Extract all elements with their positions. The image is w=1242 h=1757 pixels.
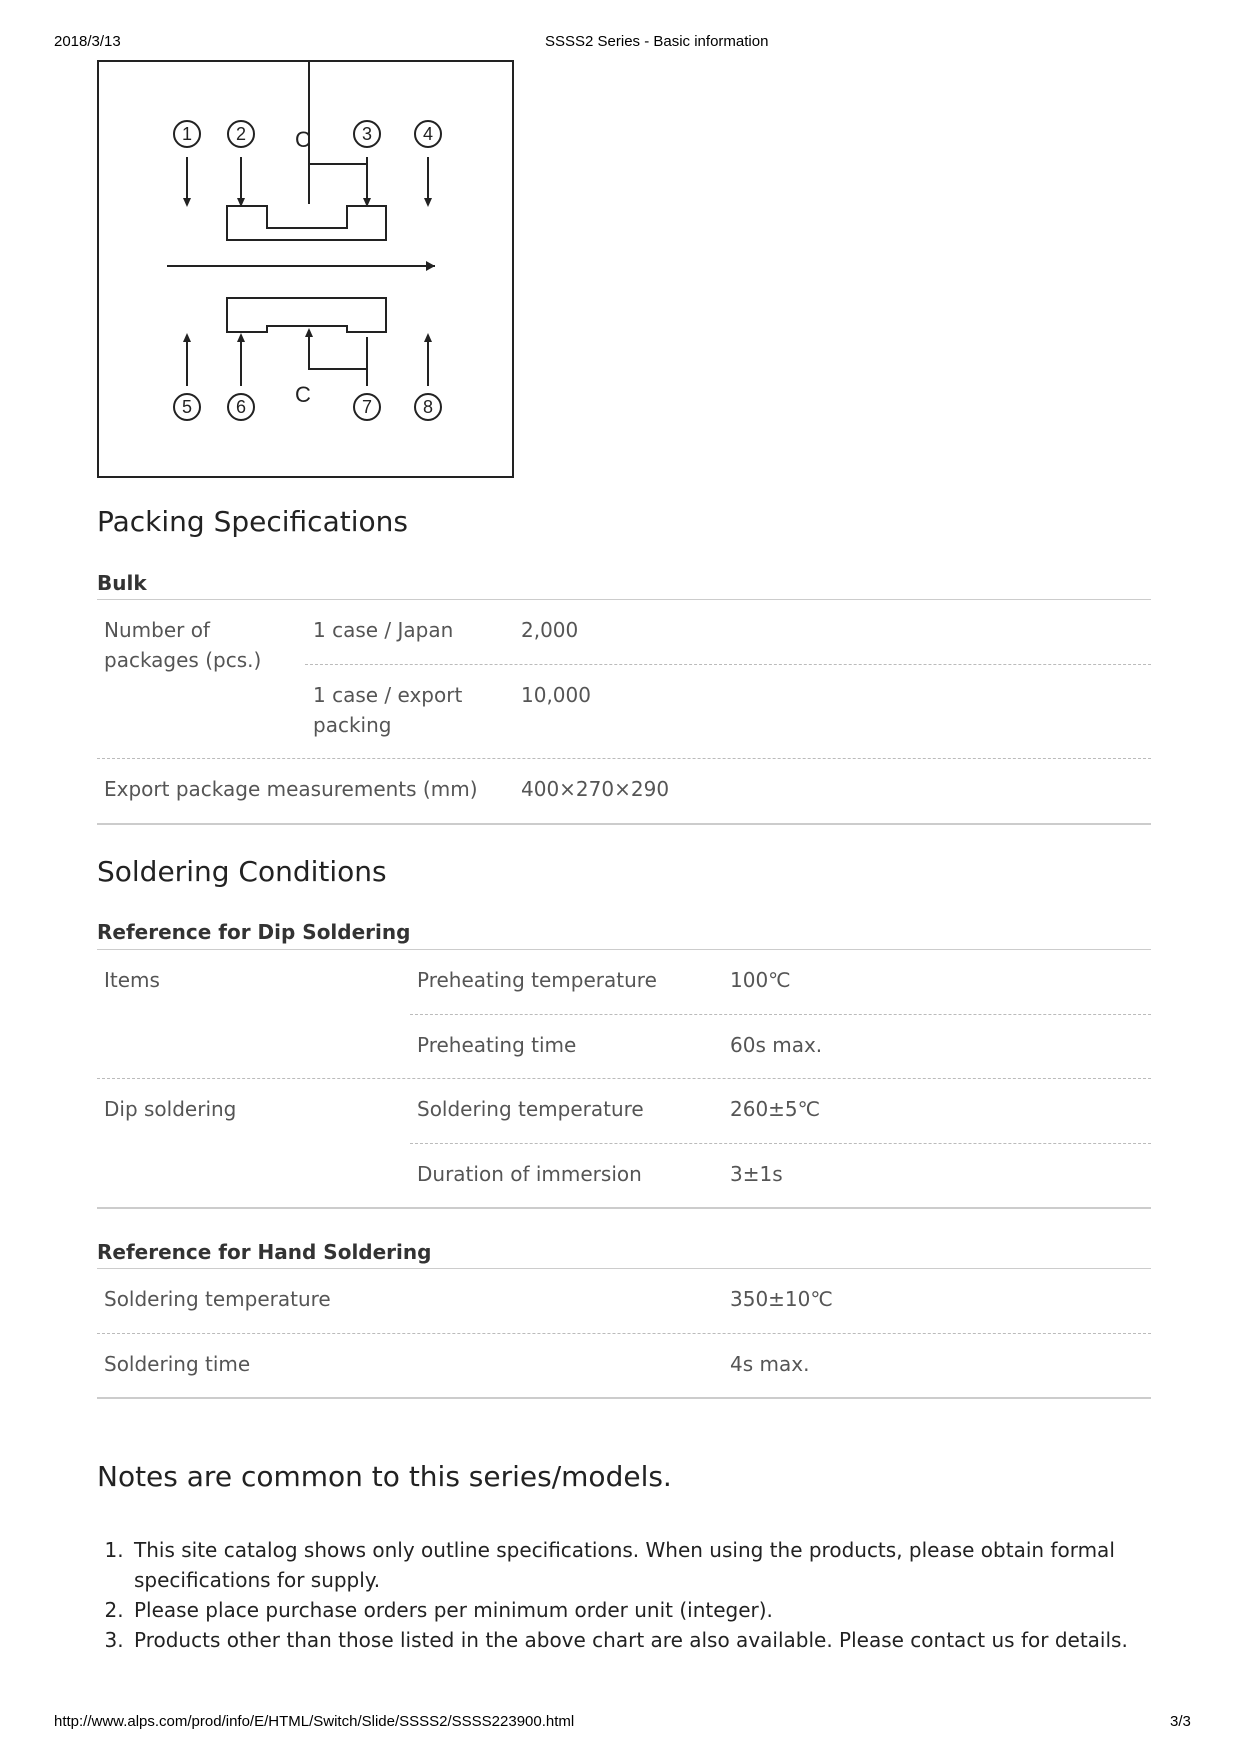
measurements-label: Export package measurements (mm) — [104, 777, 478, 801]
japan-case-value: 2,000 — [521, 618, 579, 642]
row-divider — [410, 1143, 1151, 1144]
export-case-value: 10,000 — [521, 683, 591, 707]
divider — [97, 599, 1151, 600]
divider — [97, 949, 1151, 950]
japan-case-label: 1 case / Japan — [313, 618, 454, 642]
hand-soldering-title: Reference for Hand Soldering — [97, 1240, 432, 1264]
note-item: 3. Products other than those listed in the above chart are also available. Please contact us for details. — [130, 1625, 1190, 1655]
hand-time-value: 4s max. — [730, 1352, 810, 1376]
pin-label-5: 5 — [181, 397, 193, 417]
pin-label-8: 8 — [422, 397, 434, 417]
circuit-diagram — [97, 60, 514, 478]
header-date: 2018/3/13 — [54, 33, 121, 50]
divider — [97, 1268, 1151, 1269]
pin-label-7: 7 — [361, 397, 373, 417]
row-divider — [97, 1078, 1151, 1079]
soldering-temp-value: 260±5℃ — [730, 1097, 821, 1121]
row-divider — [305, 664, 1151, 665]
immersion-label: Duration of immersion — [417, 1162, 642, 1186]
note-item: 1. This site catalog shows only outline specifications. When using the products, please obtain formal specifications for supply. — [130, 1535, 1190, 1595]
footer-url: http://www.alps.com/prod/info/E/HTML/Switch/Slide/SSSS2/SSSS223900.html — [54, 1713, 575, 1730]
preheat-time-value: 60s max. — [730, 1033, 823, 1057]
notes-list — [97, 1535, 1190, 1655]
footer-page-number: 3/3 — [1170, 1713, 1191, 1730]
note-item: 2. Please place purchase orders per minimum order unit (integer). — [130, 1595, 1190, 1625]
header-title: SSSS2 Series - Basic information — [545, 33, 769, 50]
dip-soldering-label: Dip soldering — [104, 1097, 237, 1121]
table-bottom-border — [97, 823, 1151, 825]
notes-title: Notes are common to this series/models. — [97, 1460, 672, 1493]
export-case-label: 1 case / export packing — [313, 683, 463, 737]
preheat-temp-value: 100℃ — [730, 968, 791, 992]
row-divider — [410, 1014, 1151, 1015]
packing-title: Packing Specifications — [97, 505, 408, 538]
table-bottom-border — [97, 1207, 1151, 1209]
dip-soldering-title: Reference for Dip Soldering — [97, 920, 411, 944]
circuit-diagram-svg — [99, 62, 512, 476]
measurements-value: 400×270×290 — [521, 777, 670, 801]
hand-temp-label: Soldering temperature — [104, 1287, 331, 1311]
soldering-temp-label: Soldering temperature — [417, 1097, 644, 1121]
common-label-bottom: C — [295, 382, 311, 407]
pin-label-6: 6 — [235, 397, 247, 417]
pin-label-2: 2 — [235, 124, 247, 144]
bulk-label: Bulk — [97, 571, 147, 595]
items-label: Items — [104, 968, 160, 992]
pin-label-4: 4 — [422, 124, 434, 144]
row-divider — [97, 1333, 1151, 1334]
pin-label-1: 1 — [181, 124, 193, 144]
soldering-title: Soldering Conditions — [97, 855, 387, 888]
table-bottom-border — [97, 1397, 1151, 1399]
number-of-packages-label: Number of packages (pcs.) — [104, 618, 262, 672]
row-divider — [97, 758, 1151, 759]
preheat-time-label: Preheating time — [417, 1033, 577, 1057]
common-label-top: C — [295, 127, 311, 152]
immersion-value: 3±1s — [730, 1162, 783, 1186]
hand-time-label: Soldering time — [104, 1352, 251, 1376]
pin-label-3: 3 — [361, 124, 373, 144]
preheat-temp-label: Preheating temperature — [417, 968, 657, 992]
hand-temp-value: 350±10℃ — [730, 1287, 833, 1311]
